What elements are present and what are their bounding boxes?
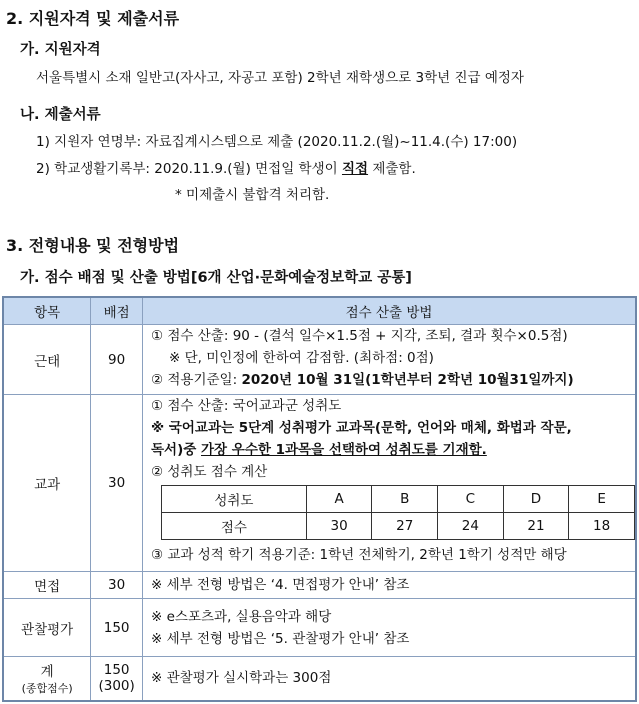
attendance-date: 2020년 10월 31일(1학년부터 2학년 10월31일까지) [241,372,574,388]
observation-line-2: ※ 세부 전형 방법은 ‘5. 관찰평가 안내’ 참조 [151,630,410,647]
table-header-row [3,297,636,325]
total-score-sub: (300) [98,678,135,695]
table-row-interview [3,572,636,599]
total-score [91,657,143,701]
attendance-method [143,325,637,395]
subject-line-3 [151,439,635,461]
section3-heading: 3. 전형내용 및 전형방법 [6,236,180,255]
subject-score: 30 [91,395,143,572]
interview-method [143,572,637,599]
grade-e: E [569,486,635,513]
grade-row [162,486,635,513]
grade-a: A [306,486,372,513]
header-method: 점수 산출 방법 [143,297,637,325]
subject-line-1: ① 점수 산출: 국어교과군 성취도 [151,398,342,414]
attendance-item: 근태 [3,325,91,395]
total-line-1: ※ 관찰평가 실시학과는 300점 [151,670,332,687]
documents-item-2-emphasis: 직접 [341,161,369,177]
attendance-line-3-text: ② 적용기준일: [151,372,242,388]
subject-line-3-emphasis: 가장 우수한 1과목을 선택하여 성취도를 기재함. [201,442,487,458]
total-score-value: 150 [103,662,130,679]
total-item-sub: (종합점수) [21,682,73,696]
grade-c: C [438,486,504,513]
subject-line-4: ② 성취도 점수 계산 [151,464,268,480]
attendance-score: 90 [91,325,143,395]
header-score: 배점 [91,297,143,325]
observation-item: 관찰평가 [3,599,91,657]
documents-item-2 [36,157,416,177]
points-c: 24 [438,513,504,540]
interview-item: 면접 [3,572,91,599]
scoring-table [2,296,637,702]
header-item: 항목 [3,297,91,325]
eligibility-text: 서울특별시 소재 일반고(자사고, 자공고 포함) 2학년 재학생으로 3학년 진급 예정자 [36,70,524,86]
points-b: 27 [372,513,438,540]
interview-line-1: ※ 세부 전형 방법은 ‘4. 면접평가 안내’ 참조 [151,577,410,593]
grade-points-table [161,485,635,540]
attendance-line-3 [151,369,635,391]
grade-b: B [372,486,438,513]
points-d: 21 [503,513,569,540]
total-item-label: 계 [40,664,54,681]
points-label: 점수 [162,513,307,540]
subject-line-3-text: 독서)중 [151,442,201,458]
section2-heading: 2. 지원자격 및 제출서류 [6,9,180,28]
eligibility-heading: 가. 지원자격 [20,42,101,58]
documents-item-2-text: 2) 학교생활기록부: 2020.11.9.(월) 면접일 학생이 [36,161,342,177]
table-row-total [3,657,636,701]
grade-d: D [503,486,569,513]
table-row-subject [3,395,636,572]
total-method [143,657,637,701]
observation-line-1: ※ e스포츠과, 실용음악과 해당 [151,608,332,625]
interview-score: 30 [91,572,143,599]
attendance-line-2: ※ 단, 미인정에 한하여 감점함. (최하점: 0점) [169,350,434,366]
observation-method [143,599,637,657]
grade-label: 성취도 [162,486,307,513]
table-row-observation [3,599,636,657]
documents-heading: 나. 제출서류 [20,107,101,123]
documents-item-1: 1) 지원자 연명부: 자료집계시스템으로 제출 (2020.11.2.(월)~11.4.(수) 17:00) [36,134,518,150]
table-row-attendance [3,325,636,395]
observation-score: 150 [91,599,143,657]
points-row [162,513,635,540]
total-item [3,657,91,701]
attendance-line-1: ① 점수 산출: 90 - (결석 일수×1.5점 + 지각, 조퇴, 결과 횟수×0.5점) [151,328,568,344]
documents-note: * 미제출시 불합격 처리함. [175,187,330,203]
subject-line-5: ③ 교과 성적 학기 적용기준: 1학년 전체학기, 2학년 1학기 성적만 해당 [151,547,567,563]
points-a: 30 [306,513,372,540]
subject-line-2: ※ 국어교과는 5단계 성취평가 교과목(문학, 언어와 매체, 화법과 작문, [151,420,572,436]
subject-method [143,395,637,572]
subject-item: 교과 [3,395,91,572]
points-e: 18 [569,513,635,540]
documents-item-2-tail: 제출함. [368,161,416,177]
scoring-heading: 가. 점수 배점 및 산출 방법[6개 산업·문화예술정보학교 공통] [20,270,412,286]
